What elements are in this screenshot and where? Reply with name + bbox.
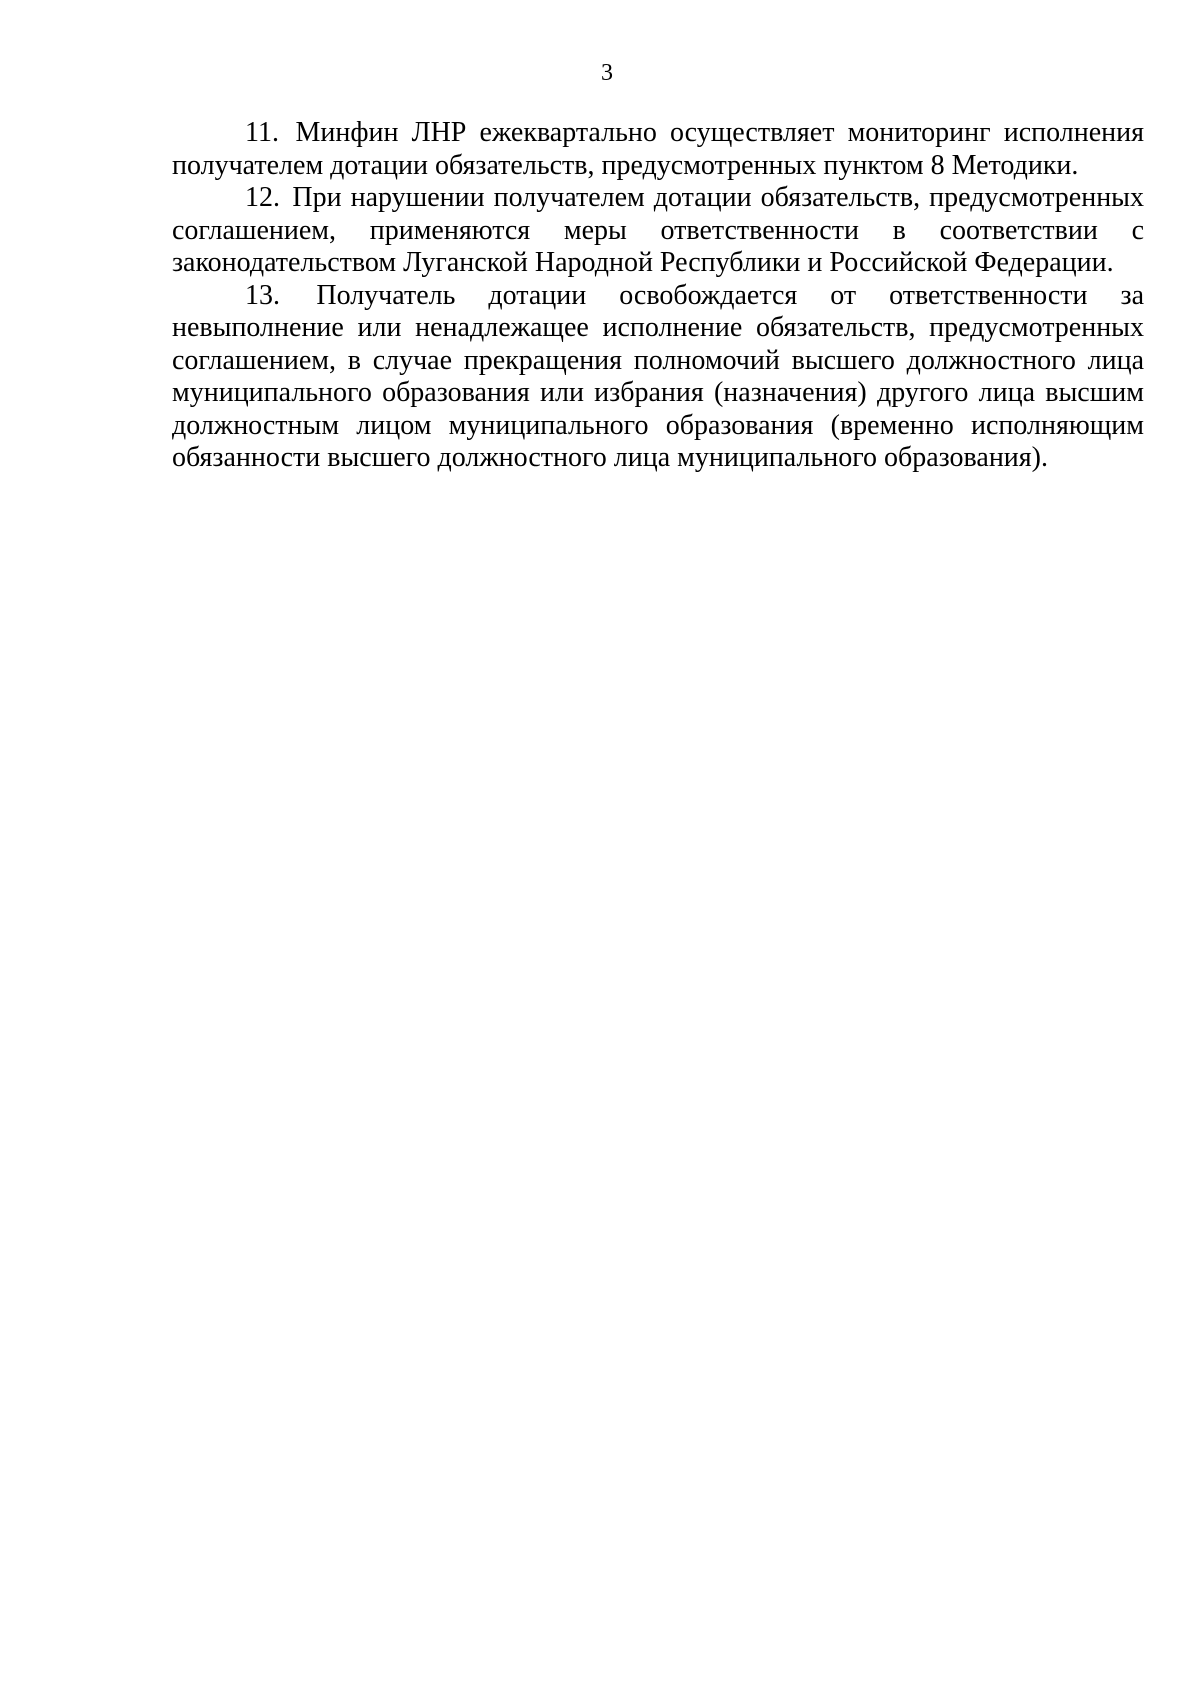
paragraph-number: 11.: [245, 117, 279, 148]
paragraph-number: 12.: [245, 182, 280, 213]
paragraph-text: При нарушении получателем дотации обязательств, предусмотренных соглашением, применяются меры ответственности в соответствии с законодательством Луганской Народной Республики и Российской Федерации.: [172, 182, 1144, 278]
paragraph-12: [172, 182, 1144, 280]
paragraph-text: Минфин ЛНР ежеквартально осуществляет мониторинг исполнения получателем дотации обязательств, предусмотренных пунктом 8 Методики.: [172, 117, 1144, 181]
page-number: 3: [601, 60, 613, 86]
paragraph-11: [172, 117, 1144, 182]
document-body: [172, 117, 1144, 475]
paragraph-number: 13.: [245, 279, 280, 311]
paragraph-text: Получатель дотации освобождается от ответственности за невыполнение или ненадлежащее исполнение обязательств, предусмотренных соглашением, в случае прекращения полномочий высшего должностного лица муниципального образования или избрания (назначения) другого лица высшим должностным лицом муниципального образования (временно исполняющим обязанности высшего должностного лица муниципального образования).: [172, 279, 1144, 473]
paragraph-13: [172, 280, 1144, 475]
